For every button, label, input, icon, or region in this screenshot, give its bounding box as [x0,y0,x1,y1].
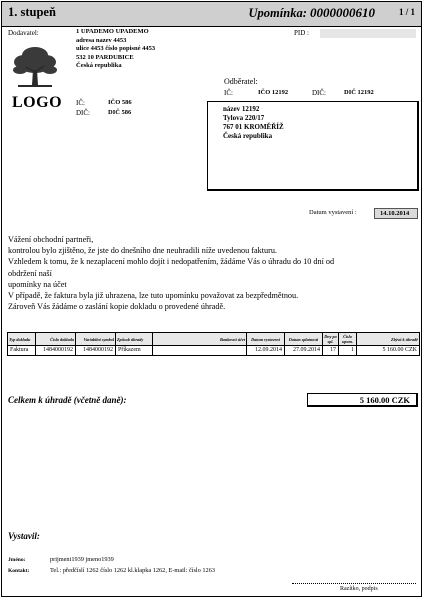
issuer-name: prijmeni1939 jmeno1939 [50,556,114,563]
supplier-dic: DIČ 586 [108,109,132,116]
page-counter: 1 / 1 [398,7,415,17]
total-label: Celkem k úhradě (včetně daně): [8,395,127,405]
supplier-ico-label: IČ: [76,99,85,107]
col-reminder-number: Číslo upom. [339,333,357,346]
letter-line: upomínky na účet [8,279,67,289]
cell-doc-number: 1484000192 [36,346,76,356]
logo-text: LOGO [12,94,63,111]
issue-date-label: Datum vystavení : [309,209,357,216]
issuer-contact: Tel.: předčíslí 1262 číslo 1262 kl.klapka 1262, E-mail: číslo 1263 [50,567,216,574]
cell-due-date: 27.09.2014 [285,346,323,356]
supplier-name: 1 UPADEMO UPADEMO [76,28,149,35]
document-number: 0000000610 [310,5,375,20]
supplier-city: 532 10 PARDUBICE [76,53,134,61]
customer-street: Tylova 220/17 [223,114,265,122]
pid-label: PID : [294,29,309,37]
signature-label: Razítko, podpis [340,586,378,592]
customer-ico: IČO 12192 [258,89,289,96]
reminder-level: 1. stupeň [8,5,56,19]
letter-line: obdržení naší [8,268,52,278]
cell-var-symbol: 1484000192 [76,346,116,356]
letter-line: Vzhledem k tomu, že k nezaplacení mohlo dojít i nedopatřením, žádáme Vás o úhradu do 10 dní od [8,257,335,267]
total-box [307,393,418,407]
issue-date: 14.10.2014 [380,210,410,217]
customer-city: 767 01 KROMĚŘÍŽ [223,123,284,131]
cell-payment-method: Příkazem [116,346,153,356]
cell-doc-type: Faktura [8,346,36,356]
col-doc-type: Typ dokladu [8,333,36,346]
customer-country: Česká republika [223,132,273,140]
letter-line: V případě, že faktura byla již uhrazena, lze tuto upomínku považovat za bezpředmětnou. [8,291,299,301]
issuer-name-label: Jméno: [8,557,26,563]
letter-line: Zároveň Vás žádáme o zaslání kopie dokladu o provedené úhradě. [8,302,226,312]
col-doc-number: Číslo dokladu [36,333,76,346]
supplier-ico: IČO 586 [108,99,132,106]
table-row [8,346,420,356]
reminder-document [1,1,422,597]
customer-dic: DIČ 12192 [344,89,374,96]
signature-line [292,583,416,584]
letter-body [8,234,420,312]
supplier-address-line2: ulice 4453 číslo popisné 4453 [76,45,156,53]
cell-bank-account [153,346,247,356]
supplier-dic-label: DIČ: [76,109,90,117]
issuer-contact-label: Kontakt: [8,568,30,574]
col-payment-method: Způsob úhrady [116,333,153,346]
issued-by-label: Vystavil: [8,531,40,541]
invoice-table [7,332,420,356]
document-title-label: Upomínka: [248,6,307,20]
customer-ico-label: IČ: [224,89,233,97]
pid-field [320,29,416,38]
customer-address [223,105,284,141]
col-due-date: Datum splatnosti [285,333,323,346]
cell-issue-date: 12.09.2014 [247,346,285,356]
customer-dic-label: DIČ: [312,89,326,97]
col-bank-account: Bankovní účet [153,333,247,346]
letter-line: kontrolou bylo zjištěno, že jste do dnešního dne neuhradili níže uvedenou fakturu. [8,246,277,256]
issue-date-box [374,208,418,219]
cell-reminder-number: 1 [339,346,357,356]
table-header-row [8,333,420,346]
cell-days-overdue: 17 [323,346,339,356]
document-title [249,5,375,21]
letter-line: Vážení obchodní partneři, [8,235,94,244]
supplier-label: Dodavatel: [8,29,39,37]
customer-label: Odběratel: [224,77,258,86]
supplier-address-line1: adresa nazev 4453 [76,36,127,44]
col-var-symbol: Variabilní symbol [76,333,116,346]
supplier-country: Česká republika [76,62,122,70]
tree-icon [12,45,58,89]
supplier-address [76,28,155,71]
col-days-overdue: Dny po spl. [324,334,337,344]
total-amount: 5 160.00 CZK [359,395,410,405]
col-remaining: Zbývá k úhradě [357,333,420,346]
col-issue-date: Datum vystavení [247,333,285,346]
cell-remaining: 5 160.00 CZK [357,346,420,356]
customer-name: název 12192 [223,105,260,113]
